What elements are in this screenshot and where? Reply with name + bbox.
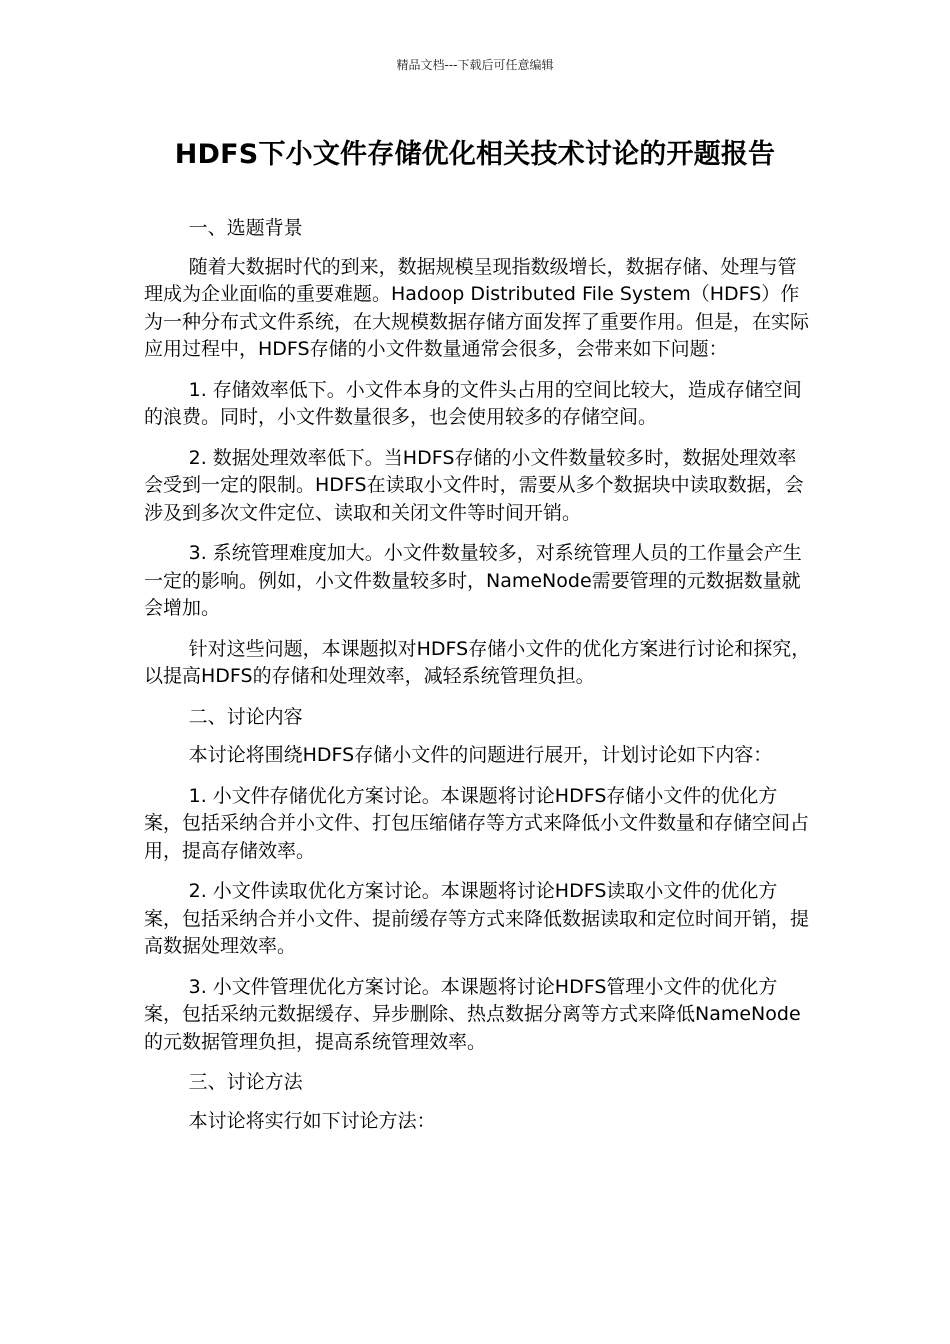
list-item-storage-optimization: 1. 小文件存储优化方案讨论。本课题将讨论HDFS存储小文件的优化方案，包括采纳合并小文件、打包压缩储存等方式来降低小文件数量和存储空间占用，提高存储效率。 — [144, 784, 810, 862]
paragraph-method-intro: 本讨论将实行如下讨论方法： — [188, 1109, 436, 1132]
paragraph-content-intro: 本讨论将围绕HDFS存储小文件的问题进行展开，计划讨论如下内容： — [188, 744, 773, 766]
list-item-management-difficulty: 3. 系统管理难度加大。小文件数量较多，对系统管理人员的工作量会产生一定的影响。例如，小文件数量较多时，NameNode需要管理的元数据数量就会增加。 — [144, 542, 802, 619]
list-item-management-optimization: 3. 小文件管理优化方案讨论。本课题将讨论HDFS管理小文件的优化方案，包括采纳元数据缓存、异步删除、热点数据分离等方式来降低NameNode的元数据管理负担，提高系统管理效率。 — [144, 975, 801, 1053]
paragraph-background-goal: 针对这些问题，本课题拟对HDFS存储小文件的优化方案进行讨论和探究，以提高HDFS的存储和处理效率，减轻系统管理负担。 — [144, 637, 811, 687]
header-note: 精品文档---下载后可任意编辑 — [396, 58, 554, 72]
section-heading-content: 二、讨论内容 — [188, 705, 303, 728]
list-item-processing-efficiency: 2. 数据处理效率低下。当HDFS存储的小文件数量较多时，数据处理效率会受到一定的限制。HDFS在读取小文件时，需要从多个数据块中读取数据，会涉及到多次文件定位、读取和关闭文件等时间开销。 — [144, 446, 804, 524]
section-heading-background: 一、选题背景 — [188, 217, 303, 239]
paragraph-background-intro: 随着大数据时代的到来，数据规模呈现指数级增长，数据存储、处理与管理成为企业面临的重要难题。Hadoop Distributed File System（HDFS）作为一种分布式文件系统，在大规模数据存储方面发挥了重要作用。但是，在实际应用过程中，HDFS存储的小文件数量通常会很多，会带来如下问题： — [144, 255, 810, 360]
document-title: HDFS下小文件存储优化相关技术讨论的开题报告 — [174, 139, 776, 170]
list-item-read-optimization: 2. 小文件读取优化方案讨论。本课题将讨论HDFS读取小文件的优化方案，包括采纳合并小文件、提前缓存等方式来降低数据读取和定位时间开销，提高数据处理效率。 — [144, 880, 810, 957]
list-item-storage-efficiency: 1. 存储效率低下。小文件本身的文件头占用的空间比较大，造成存储空间的浪费。同时，小文件数量很多，也会使用较多的存储空间。 — [144, 378, 802, 428]
section-heading-method: 三、讨论方法 — [188, 1071, 303, 1093]
document-body — [144, 215, 812, 1148]
